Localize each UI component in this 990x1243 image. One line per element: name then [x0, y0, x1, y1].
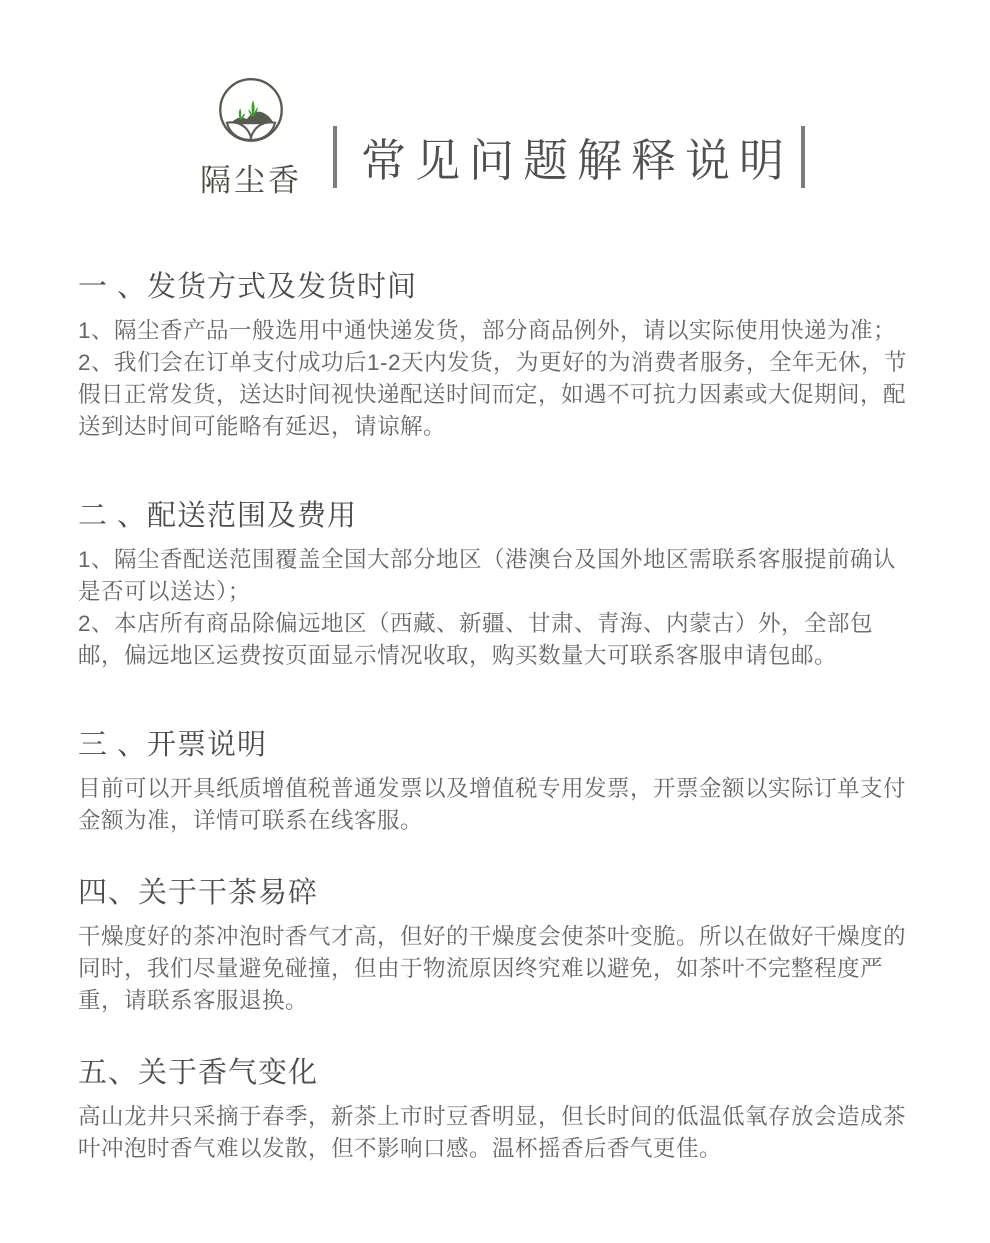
header: [0, 0, 990, 200]
faq-section: [78, 493, 912, 672]
page-title: 常见问题解释说明: [360, 135, 793, 186]
faq-section: [78, 1050, 912, 1165]
section-heading: 三 、开票说明: [78, 729, 268, 761]
section-heading: 五、关于香气变化: [78, 1057, 319, 1089]
section-body: [78, 921, 912, 1017]
section-paragraph: 2、我们会在订单支付成功后1-2天内发货，为更好的为消费者服务，全年无休，节假日正常发货，送达时间视快递配送时间而定，如遇不可抗力因素或大促期间，配送到达时间可能略有延迟，请谅解。: [78, 350, 908, 439]
section-heading: 四、关于干茶易碎: [78, 877, 319, 909]
section-paragraph: 1、隔尘香产品一般选用中通快递发货，部分商品例外，请以实际使用快递为准；: [78, 318, 897, 343]
section-paragraph: 干燥度好的茶冲泡时香气才高，但好的干燥度会使茶叶变脆。所以在做好干燥度的同时，我们尽量避免碰撞，但由于物流原因终究难以避免，如茶叶不完整程度严重，请联系客服退换。: [78, 924, 907, 1013]
section-body: [78, 773, 912, 837]
section-paragraph: 高山龙井只采摘于春季，新茶上市时豆香明显，但长时间的低温低氧存放会造成茶叶冲泡时香气难以发散，但不影响口感。温杯摇香后香气更佳。: [78, 1104, 907, 1161]
faq-content: [0, 200, 990, 1165]
section-paragraph: 目前可以开具纸质增值税普通发票以及增值税专用发票，开票金额以实际订单支付金额为准，详情可联系在线客服。: [78, 776, 907, 833]
title-divider-left-bar: [333, 126, 337, 188]
tea-mountain-sprout-icon: [210, 72, 292, 154]
brand-name: 隔尘香: [199, 163, 302, 198]
title-block: [333, 124, 805, 189]
section-body: [78, 544, 912, 672]
title-divider-right-bar: [801, 126, 805, 188]
faq-section: [78, 722, 912, 837]
section-heading: 二 、配送范围及费用: [78, 500, 358, 532]
section-paragraph: 1、隔尘香配送范围覆盖全国大部分地区（港澳台及国外地区需联系客服提前确认是否可以送达）；: [78, 547, 897, 604]
brand-logo: [185, 72, 317, 200]
section-body: [78, 315, 912, 443]
section-body: [78, 1101, 912, 1165]
faq-section: [78, 870, 912, 1017]
faq-section: [78, 264, 912, 443]
section-paragraph: 2、本店所有商品除偏远地区（西藏、新疆、甘肃、青海、内蒙古）外，全部包邮，偏远地区运费按页面显示情况收取，购买数量大可联系客服申请包邮。: [78, 611, 874, 668]
section-heading: 一 、发货方式及发货时间: [78, 271, 418, 303]
